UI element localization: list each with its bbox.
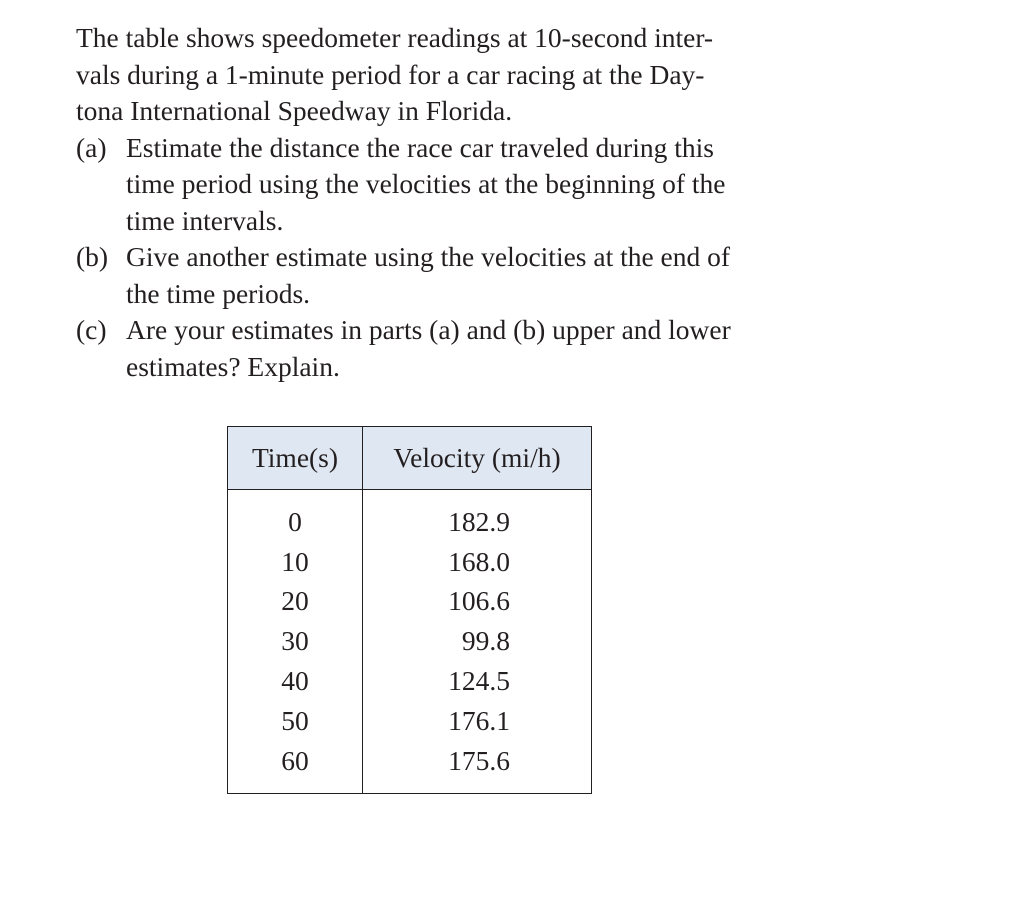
part-b [76, 239, 796, 312]
time-cell: 30 [281, 625, 309, 657]
part-a [76, 130, 796, 240]
table-row [228, 582, 592, 622]
velocity-value: 124.5 [448, 665, 510, 697]
velocity-cell [363, 542, 592, 582]
velocity-value: 99.8 [461, 625, 510, 657]
time-cell: 10 [281, 545, 309, 577]
part-a-line: time intervals. [126, 204, 284, 236]
intro-line: vals during a 1-minute period for a car racing at the Day- [76, 58, 705, 90]
table-row [228, 661, 592, 701]
velocity-value: 175.6 [448, 744, 510, 776]
velocity-value: 168.0 [448, 545, 510, 577]
part-c-line: estimates? Explain. [126, 350, 340, 382]
problem-statement [76, 20, 796, 385]
table-header-row [228, 427, 592, 490]
velocity-cell [363, 582, 592, 622]
velocity-cell [363, 490, 592, 542]
table-row [228, 542, 592, 582]
part-b-line: Give another estimate using the velocities at the end of [126, 241, 731, 272]
time-cell: 20 [281, 585, 309, 617]
velocity-cell [363, 741, 592, 793]
velocity-value: 182.9 [448, 505, 510, 537]
problem-intro [76, 20, 796, 130]
part-b-line: the time periods. [126, 277, 311, 309]
part-c-label: (c) [76, 314, 107, 345]
time-cell: 50 [281, 704, 309, 736]
velocity-table [227, 426, 592, 794]
time-cell: 60 [281, 744, 309, 776]
table-row [228, 490, 592, 542]
part-c [76, 312, 796, 385]
header-time: Time(s) [228, 427, 363, 490]
header-velocity: Velocity (mi/h) [363, 427, 592, 490]
velocity-value: 176.1 [448, 704, 510, 736]
table-row [228, 621, 592, 661]
table-row [228, 701, 592, 741]
intro-line: tona International Speedway in Florida. [76, 95, 513, 126]
part-a-label: (a) [76, 131, 107, 163]
time-cell: 0 [288, 505, 302, 537]
part-a-line: Estimate the distance the race car traveled during this [126, 131, 714, 163]
velocity-cell [363, 621, 592, 661]
velocity-cell [363, 661, 592, 701]
time-cell: 40 [281, 665, 309, 697]
table-row [228, 741, 592, 793]
velocity-value: 106.6 [448, 585, 510, 617]
part-b-label: (b) [76, 241, 109, 272]
velocity-cell [363, 701, 592, 741]
intro-line: The table shows speedometer readings at 10-second inter- [76, 22, 714, 53]
part-c-line: Are your estimates in parts (a) and (b) upper and lower [126, 314, 731, 345]
part-a-line: time period using the velocities at the beginning of the [126, 168, 726, 199]
